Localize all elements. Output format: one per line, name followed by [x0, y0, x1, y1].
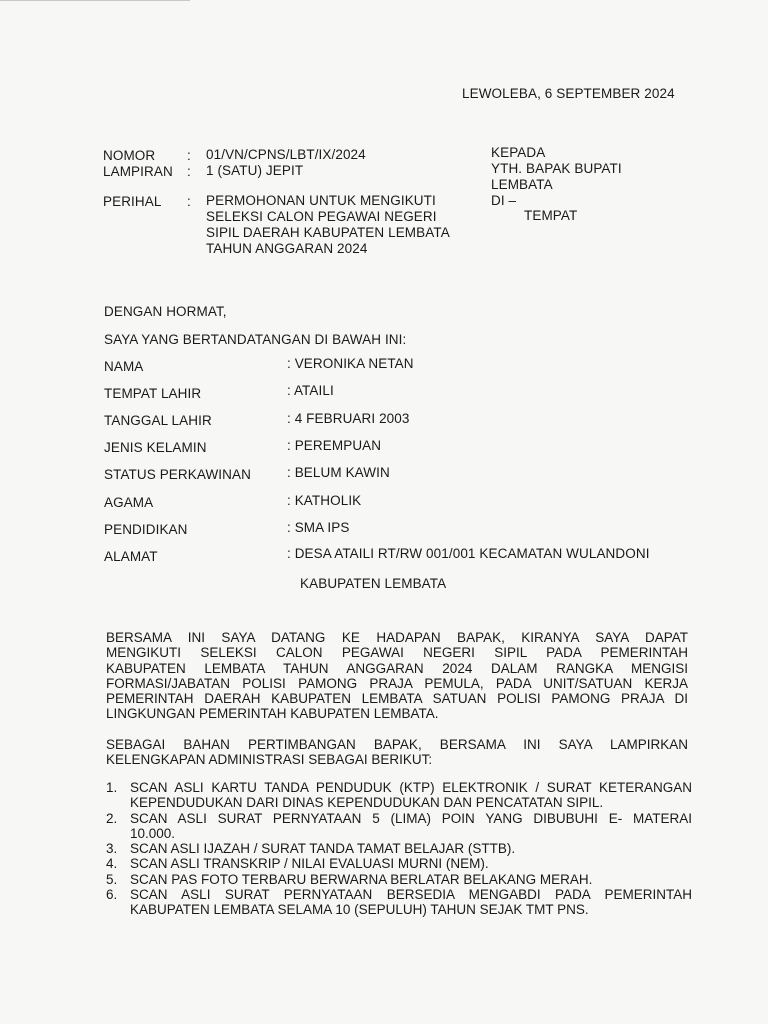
list-item — [106, 856, 692, 871]
list-line: KABUPATEN LEMBATA SELAMA 10 (SEPULUH) TAHUN SEJAK TMT PNS. — [130, 902, 589, 918]
nomor-colon: : — [187, 148, 191, 163]
list-line: 10.000. — [130, 825, 176, 841]
recipient-line: LEMBATA — [491, 177, 553, 192]
paragraph-line: PEMERINTAH DAERAH KABUPATEN LEMBATA SATUAN POLISI PAMONG PRAJA DI — [106, 691, 688, 707]
perihal-colon: : — [187, 194, 191, 209]
body-paragraph — [106, 630, 688, 722]
identity-value: : BELUM KAWIN — [287, 465, 390, 480]
identity-value: : SMA IPS — [287, 520, 350, 535]
attachment-intro-paragraph — [106, 737, 688, 768]
nomor-label: NOMOR — [103, 148, 156, 163]
perihal-line: SIPIL DAERAH KABUPATEN LEMBATA — [206, 225, 450, 240]
list-line: SCAN ASLI SURAT PERNYATAAN BERSEDIA MENGABDI PADA PEMERINTAH — [130, 887, 692, 903]
recipient-tempat: TEMPAT — [524, 208, 578, 223]
list-line: KEPENDUDUKAN DARI DINAS KEPENDUDUKAN DAN PENCATATAN SIPIL. — [130, 795, 604, 811]
identity-label: AGAMA — [104, 495, 154, 510]
intro: SAYA YANG BERTANDATANGAN DI BAWAH INI: — [104, 332, 407, 347]
list-line: SCAN ASLI IJAZAH / SURAT TANDA TAMAT BELAJAR (STTB). — [130, 841, 516, 857]
list-number: 1. — [106, 780, 118, 795]
paragraph-line: KELENGKAPAN ADMINISTRASI SEBAGAI BERIKUT: — [106, 752, 433, 768]
identity-value: : VERONIKA NETAN — [287, 356, 414, 371]
list-number: 2. — [106, 810, 118, 826]
list-item — [106, 872, 692, 887]
identity-value: : DESA ATAILI RT/RW 001/001 KECAMATAN WULANDONI — [287, 546, 650, 561]
paragraph-line: SEBAGAI BAHAN PERTIMBANGAN BAPAK, BERSAMA INI SAYA LAMPIRKAN — [106, 737, 688, 752]
lampiran-colon: : — [187, 164, 191, 179]
identity-label: ALAMAT — [104, 549, 158, 564]
list-number: 5. — [106, 871, 118, 887]
paragraph-line: FORMASI/JABATAN POLISI PAMONG PRAJA PEMULA, PADA UNIT/SATUAN KERJA — [106, 675, 688, 691]
list-item — [106, 841, 692, 856]
list-line: SCAN ASLI SURAT PERNYATAAN 5 (LIMA) POIN YANG DIBUBUHI E- MATERAI — [130, 810, 692, 826]
perihal-line: TAHUN ANGGARAN 2024 — [206, 241, 368, 256]
identity-label: PENDIDIKAN — [104, 522, 188, 537]
identity-value: : 4 FEBRUARI 2003 — [287, 411, 410, 426]
identity-value: : KATHOLIK — [287, 493, 362, 508]
list-item — [106, 780, 692, 811]
identity-value-continued: KABUPATEN LEMBATA — [300, 576, 447, 591]
recipient-line: YTH. BAPAK BUPATI — [491, 161, 622, 176]
list-line: SCAN ASLI KARTU TANDA PENDUDUK (KTP) ELEKTRONIK / SURAT KETERANGAN — [130, 780, 692, 795]
scan-edge-line — [0, 0, 190, 1]
list-item — [106, 887, 692, 918]
recipient-line: KEPADA — [491, 145, 546, 160]
list-line: SCAN ASLI TRANSKRIP / NILAI EVALUASI MURNI (NEM). — [130, 856, 489, 872]
paragraph-line: BERSAMA INI SAYA DATANG KE HADAPAN BAPAK, KIRANYA SAYA DAPAT — [106, 630, 688, 645]
list-number: 4. — [106, 856, 118, 872]
paragraph-line: LINGKUNGAN PEMERINTAH KABUPATEN LEMBATA. — [106, 706, 439, 722]
recipient-line: DI – — [491, 193, 517, 208]
identity-value: : ATAILI — [287, 383, 334, 398]
greeting: DENGAN HORMAT, — [104, 304, 227, 319]
lampiran-value: 1 (SATU) JEPIT — [206, 163, 304, 178]
requirements-list — [106, 780, 692, 918]
identity-value: : PEREMPUAN — [287, 438, 382, 453]
nomor-value: 01/VN/CPNS/LBT/IX/2024 — [206, 147, 366, 162]
identity-label: TANGGAL LAHIR — [104, 413, 212, 428]
perihal-line: SELEKSI CALON PEGAWAI NEGERI — [206, 209, 437, 224]
place-date: LEWOLEBA, 6 SEPTEMBER 2024 — [462, 86, 675, 101]
perihal-label: PERIHAL — [103, 194, 162, 209]
list-line: SCAN PAS FOTO TERBARU BERWARNA BERLATAR BELAKANG MERAH. — [130, 871, 593, 887]
paragraph-line: MENGIKUTI SELEKSI CALON PEGAWAI NEGERI SIPIL PADA PEMERINTAH — [106, 645, 688, 661]
identity-label: TEMPAT LAHIR — [104, 386, 202, 401]
list-item — [106, 811, 692, 842]
identity-label: NAMA — [104, 359, 144, 374]
list-number: 3. — [106, 841, 118, 857]
identity-label: JENIS KELAMIN — [104, 440, 207, 455]
perihal-line: PERMOHONAN UNTUK MENGIKUTI — [206, 193, 436, 208]
paragraph-line: KABUPATEN LEMBATA TAHUN ANGGARAN 2024 DALAM RANGKA MENGISI — [106, 660, 688, 676]
identity-label: STATUS PERKAWINAN — [104, 467, 251, 482]
lampiran-label: LAMPIRAN — [103, 164, 173, 179]
list-number: 6. — [106, 887, 118, 903]
